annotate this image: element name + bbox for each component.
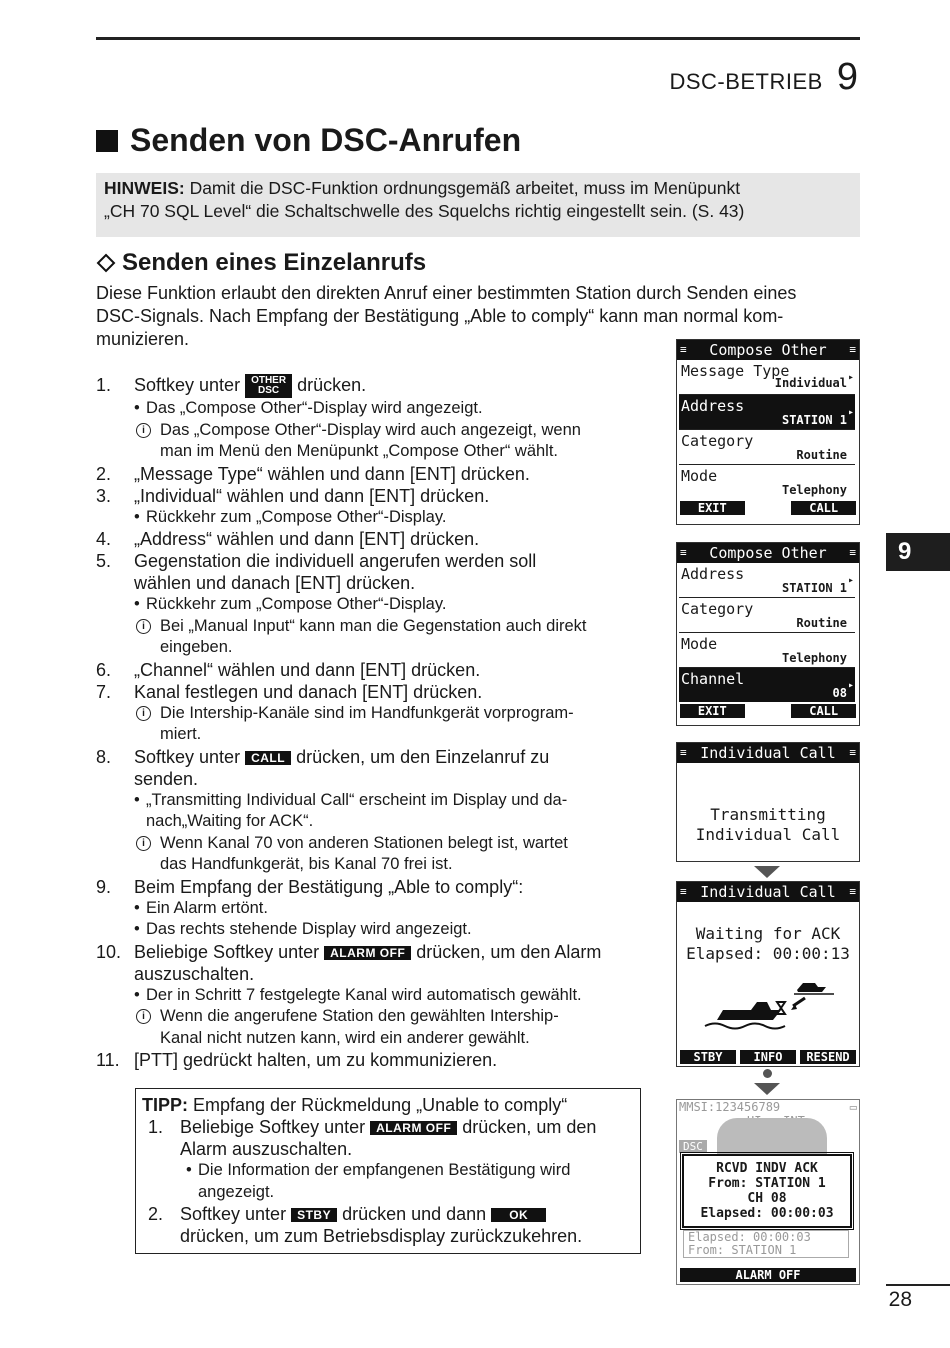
step-text: Gegenstation die individuell angerufen werden soll <box>134 551 537 572</box>
ghost-line: From: STATION 1 <box>688 1243 797 1257</box>
stby-key: STBY <box>291 1208 337 1222</box>
popup-line: CH 08 <box>747 1191 787 1206</box>
exit-softkey: EXIT <box>680 704 745 718</box>
info-icon: i <box>136 1009 151 1024</box>
step-text: wählen und danach [ENT] drücken. <box>134 573 416 594</box>
step-text: Kanal festlegen und danach [ENT] drücken. <box>134 681 483 702</box>
arrow-down-icon <box>754 866 780 878</box>
info-text: Das „Compose Other“-Display wird auch angezeigt, wenn <box>160 420 581 439</box>
menu-icon: ≡ <box>849 885 856 898</box>
arrow-down-icon <box>754 1083 780 1095</box>
step-number: 3. <box>96 485 112 506</box>
step-number: 1. <box>96 375 112 395</box>
dot-icon <box>763 1069 772 1078</box>
step-1 <box>96 374 656 398</box>
info-text: Wenn Kanal 70 von anderen Stationen belegt ist, wartet <box>160 833 568 852</box>
exit-softkey: EXIT <box>680 501 745 515</box>
step-9 <box>96 876 656 898</box>
item-label: Message Type <box>681 362 790 380</box>
item-value: Routine <box>796 616 847 630</box>
softkey-bar <box>677 501 859 517</box>
tip-label: TIPP: <box>142 1095 189 1115</box>
compose-other-screen-2 <box>676 542 860 726</box>
menu-icon: ≡ <box>680 343 687 356</box>
chapter-side-tab: 9 <box>886 533 950 571</box>
menu-icon: ≡ <box>849 343 856 356</box>
menu-item-selected <box>679 668 855 702</box>
step-number: 8. <box>96 746 112 767</box>
bullet: • Das „Compose Other“-Display wird angezeigt. <box>134 399 483 418</box>
menu-icon: ≡ <box>680 885 687 898</box>
bullet-text: „Transmitting Individual Call“ erscheint im Display und da- <box>146 790 568 809</box>
step-text: „Address“ wählen und dann [ENT] drücken. <box>134 529 480 550</box>
step-6 <box>96 659 656 681</box>
info-note <box>96 1006 656 1049</box>
menu-item <box>679 598 855 633</box>
info-icon: i <box>136 423 151 438</box>
chapter-title: DSC-BETRIEB <box>669 69 823 94</box>
alarm-off-key: ALARM OFF <box>370 1121 457 1135</box>
arrow-icon: ▸ <box>847 575 854 586</box>
step-number: 4. <box>96 529 112 550</box>
screen-header <box>677 340 859 360</box>
intro-line-2: DSC-Signals. Nach Empfang der Bestätigung „Able to comply“ kann man normal kom- <box>96 306 784 326</box>
step-text: „Channel“ wählen und dann [ENT] drücken. <box>134 659 481 680</box>
bullet-text: nach„Waiting for ACK“. <box>146 812 314 831</box>
step-text: „Message Type“ wählen und dann [ENT] drücken. <box>134 463 530 484</box>
bullet-text: Die Information der empfangenen Bestätigung wird <box>198 1161 571 1179</box>
info-note <box>96 703 656 746</box>
step-text: Softkey unter <box>180 1204 292 1224</box>
alarm-off-key: ALARM OFF <box>324 946 411 960</box>
step-text: senden. <box>134 768 199 789</box>
step-number: 2. <box>148 1204 164 1224</box>
item-value: Telephony <box>781 651 847 665</box>
screen-line: Individual Call <box>695 825 841 844</box>
tip-step-2 <box>142 1203 632 1247</box>
key-line-2: DSC <box>258 385 280 397</box>
bullet-text: angezeigt. <box>198 1182 275 1201</box>
step-text: drücken, um den Einzelanruf zu <box>291 746 550 767</box>
menu-item-selected <box>679 395 855 430</box>
mmsi-text: MMSI:123456789 <box>679 1100 781 1114</box>
step-3 <box>96 485 656 507</box>
tip-box <box>135 1088 641 1254</box>
menu-item <box>679 633 855 668</box>
call-key: CALL <box>245 751 291 765</box>
menu-item <box>679 360 855 395</box>
item-label: Address <box>681 397 745 415</box>
page-title <box>96 122 521 159</box>
compose-other-screen-1 <box>676 339 860 525</box>
step-text: [PTT] gedrückt halten, um zu kommunizieren. <box>134 1050 498 1071</box>
item-label: Mode <box>681 467 718 485</box>
step-number: 10. <box>96 941 122 962</box>
step-number: 6. <box>96 659 112 680</box>
step-text: Softkey unter <box>134 746 246 767</box>
screen-title: Individual Call <box>700 744 836 762</box>
step-number: 5. <box>96 551 112 572</box>
step-10 <box>96 941 656 985</box>
step-text: Alarm auszuschalten. <box>180 1139 353 1159</box>
bullet-text: Das „Compose Other“-Display wird angezeigt. <box>146 399 483 418</box>
chapter-number: 9 <box>836 56 858 98</box>
channel-ghost <box>717 1118 827 1158</box>
item-value: Telephony <box>781 483 847 497</box>
bullet: • Ein Alarm ertönt. <box>134 898 268 917</box>
step-number: 1. <box>148 1117 164 1137</box>
softkey-bar <box>677 704 859 720</box>
alarm-off-softkey: ALARM OFF <box>680 1268 856 1282</box>
info-text: Wenn die angerufene Station den gewählten Intership- <box>160 1007 559 1026</box>
status-bar <box>677 1100 859 1114</box>
bullet-text: Der in Schritt 7 festgelegte Kanal wird automatisch gewählt. <box>146 985 582 1004</box>
bullet-text: Das rechts stehende Display wird angezeigt. <box>146 920 472 939</box>
ok-key: OK <box>491 1208 546 1222</box>
call-softkey: CALL <box>791 704 856 718</box>
note-text-1: Damit die DSC-Funktion ordnungsgemäß arbeitet, muss im Menüpunkt <box>184 178 741 198</box>
item-label: Address <box>681 565 745 583</box>
info-text: Die Intership-Kanäle sind im Handfunkgerät vorprogram- <box>160 703 574 722</box>
screen-header <box>677 882 859 902</box>
info-text: man im Menü den Menüpunkt „Compose Other“ wählt. <box>160 442 559 461</box>
dsc-indicator: DSC <box>679 1140 707 1153</box>
top-rule <box>96 37 860 40</box>
menu-item <box>679 563 855 598</box>
step-2 <box>96 463 656 485</box>
info-text: miert. <box>160 725 202 744</box>
screen-line: Elapsed: 00:00:13 <box>686 944 850 963</box>
note-box <box>96 173 860 237</box>
screen-title: Compose Other <box>709 341 827 359</box>
info-note <box>96 420 656 463</box>
step-number: 2. <box>96 463 112 484</box>
resend-softkey: RESEND <box>800 1050 856 1064</box>
popup-line: From: STATION 1 <box>708 1176 826 1191</box>
step-text: auszuschalten. <box>134 963 255 984</box>
intro-line-3: munizieren. <box>96 329 190 349</box>
step-text: „Individual“ wählen und dann [ENT] drücken. <box>134 485 490 506</box>
battery-icon: ▭ <box>849 1100 857 1114</box>
steps-list <box>96 374 656 1071</box>
info-text: das Handfunkgerät, bis Kanal 70 frei ist. <box>160 855 453 874</box>
softkey-bar <box>677 1268 859 1284</box>
tip-step-1 <box>142 1116 632 1160</box>
step-text: drücken, um den Alarm <box>411 941 602 962</box>
section-title: Senden eines Einzelanrufs <box>122 249 427 276</box>
step-text: Beim Empfang der Bestätigung „Able to comply“: <box>134 876 524 897</box>
ghost-line: Elapsed: 00:00:03 <box>688 1230 811 1244</box>
screen-line: Waiting for ACK <box>695 924 841 943</box>
bullet: • Die Information der empfangenen Bestätigung wird angezeigt. <box>142 1160 632 1203</box>
item-value: Individual <box>774 376 847 390</box>
info-text: Bei „Manual Input“ kann man die Gegenstation auch direkt <box>160 616 587 635</box>
chapter-header <box>669 56 858 99</box>
menu-icon: ≡ <box>849 546 856 559</box>
individual-call-waiting-screen <box>676 881 860 1067</box>
step-number: 9. <box>96 876 112 897</box>
page-title-text: Senden von DSC-Anrufen <box>130 122 522 158</box>
step-11 <box>96 1049 656 1071</box>
info-icon: i <box>136 619 151 634</box>
screen-header <box>677 743 859 763</box>
ship-animation-icon <box>677 964 857 1046</box>
page-number-rule <box>886 1284 950 1286</box>
bullet-text: Ein Alarm ertönt. <box>146 898 268 917</box>
bullet: • Rückkehr zum „Compose Other“-Display. <box>134 595 447 614</box>
info-softkey: INFO <box>740 1050 796 1064</box>
step-text: drücken, um den <box>457 1117 597 1137</box>
item-label: Category <box>681 600 754 618</box>
item-value: STATION 1 <box>781 413 847 427</box>
step-text: Beliebige Softkey unter <box>134 941 325 962</box>
other-dsc-key <box>245 374 292 398</box>
info-icon: i <box>136 836 151 851</box>
intro-line-1: Diese Funktion erlaubt den direkten Anruf einer bestimmten Station durch Senden eines <box>96 283 797 303</box>
screen-title: Individual Call <box>700 883 836 901</box>
menu-icon: ≡ <box>680 746 687 759</box>
square-bullet-icon <box>96 130 118 152</box>
screen-title: Compose Other <box>709 544 827 562</box>
arrow-icon: ▸ <box>847 372 854 383</box>
step-text: Beliebige Softkey unter <box>180 1117 371 1137</box>
item-label: Channel <box>681 670 745 688</box>
screen-line: Transmitting <box>710 805 826 824</box>
step-text: drücken. <box>292 375 367 395</box>
step-text: Softkey unter <box>134 375 246 395</box>
bullet-text: Rückkehr zum „Compose Other“-Display. <box>146 507 447 526</box>
softkey-bar <box>677 1050 859 1066</box>
background-info <box>683 1230 849 1258</box>
bullet-text: Rückkehr zum „Compose Other“-Display. <box>146 595 447 614</box>
info-note <box>96 833 656 876</box>
section-heading <box>96 249 426 277</box>
bullet: • Der in Schritt 7 festgelegte Kanal wird automatisch gewählt. <box>134 985 582 1004</box>
bullet: • „Transmitting Individual Call“ erscheint im Display und da- nach„Waiting for ACK“. <box>96 790 656 833</box>
step-text: drücken und dann <box>337 1204 492 1224</box>
diamond-icon <box>96 253 116 273</box>
item-value: STATION 1 <box>781 581 847 595</box>
note-text-2: „CH 70 SQL Level“ die Schaltschwelle des Squelchs richtig eingestellt sein. (S. 43) <box>104 201 745 221</box>
step-8 <box>96 746 656 790</box>
note-label: HINWEIS: <box>104 178 185 198</box>
menu-item <box>679 465 855 499</box>
item-label: Category <box>681 432 754 450</box>
call-softkey: CALL <box>791 501 856 515</box>
bullet: • Rückkehr zum „Compose Other“-Display. <box>134 507 447 526</box>
step-7 <box>96 681 656 703</box>
stby-softkey: STBY <box>680 1050 736 1064</box>
step-4 <box>96 528 656 550</box>
item-value: Routine <box>796 448 847 462</box>
key-line-1: OTHER <box>251 375 287 387</box>
item-value: 08 <box>832 686 847 700</box>
arrow-icon: ▸ <box>847 680 854 691</box>
ack-popup <box>682 1154 852 1228</box>
arrow-icon: ▸ <box>847 407 854 418</box>
screen-header <box>677 543 859 563</box>
bullet: • Das rechts stehende Display wird angezeigt. <box>134 920 472 939</box>
menu-item <box>679 430 855 465</box>
step-number: 11. <box>96 1050 120 1071</box>
individual-call-transmitting-screen <box>676 742 860 862</box>
step-5 <box>96 550 656 594</box>
item-label: Mode <box>681 635 718 653</box>
info-icon: i <box>136 706 151 721</box>
popup-line: RCVD INDV ACK <box>716 1161 818 1176</box>
step-number: 7. <box>96 681 112 702</box>
info-text: eingeben. <box>160 638 233 657</box>
tip-title: Empfang der Rückmeldung „Unable to comply“ <box>188 1095 568 1115</box>
info-text: Kanal nicht nutzen kann, wird ein anderer gewählt. <box>160 1028 530 1047</box>
rcvd-ack-screen <box>676 1099 860 1285</box>
info-note <box>96 616 656 659</box>
popup-line: Elapsed: 00:00:03 <box>700 1206 834 1221</box>
step-text: drücken, um zum Betriebsdisplay zurückzukehren. <box>180 1226 583 1246</box>
menu-icon: ≡ <box>849 746 856 759</box>
page-number: 28 <box>888 1288 912 1311</box>
menu-icon: ≡ <box>680 546 687 559</box>
